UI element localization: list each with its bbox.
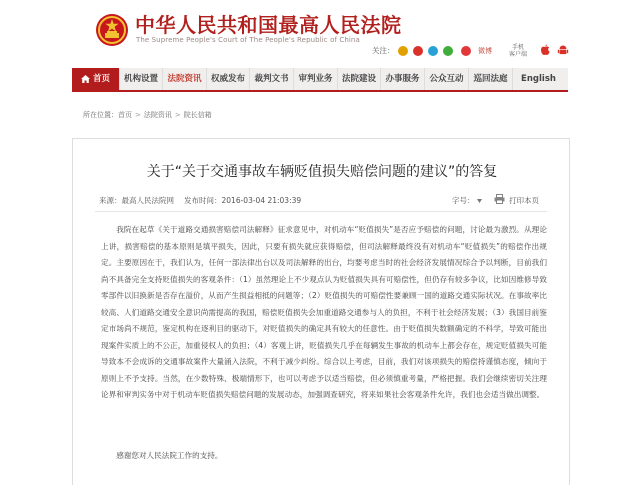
nav-circuit-courts[interactable]: 巡回法庭 <box>469 68 513 90</box>
breadcrumb-president-mailbox[interactable]: 院长信箱 <box>183 111 212 119</box>
nav-authoritative-release[interactable]: 权威发布 <box>207 68 250 90</box>
breadcrumb <box>83 110 212 120</box>
printer-icon[interactable] <box>494 194 505 204</box>
print-page-link[interactable]: 打印本页 <box>509 196 539 205</box>
breadcrumb-court-news[interactable]: 法院资讯 <box>143 111 172 119</box>
national-emblem-icon[interactable] <box>95 13 129 47</box>
font-size-label: 字号： <box>452 196 475 205</box>
mobile-label-line1: 手机 <box>511 44 524 51</box>
article-closing: 感谢您对人民法院工作的支持。 <box>116 451 223 460</box>
nav-court-building[interactable]: 法院建设 <box>338 68 381 90</box>
meta-divider <box>95 211 547 212</box>
nav-public-interaction[interactable]: 公众互动 <box>425 68 469 90</box>
android-icon[interactable] <box>557 44 569 56</box>
wechat-icon[interactable] <box>443 46 453 56</box>
breadcrumb-prefix: 所在位置： <box>83 111 118 119</box>
site-title[interactable]: 中华人民共和国最高人民法院 <box>135 13 402 37</box>
article-title: 关于“关于交通事故车辆贬值损失赔偿问题的建议”的答复 <box>146 164 498 180</box>
article-meta <box>99 195 311 206</box>
rss-icon[interactable] <box>398 46 408 56</box>
nav-english[interactable]: English <box>521 74 556 84</box>
chevron-down-icon <box>477 199 482 203</box>
nav-organization[interactable]: 机构设置 <box>120 68 163 90</box>
site-header <box>0 0 640 68</box>
article-published: 发布时间：2016-03-04 21:03:39 <box>184 196 302 205</box>
mobile-client-link[interactable] <box>507 44 529 58</box>
nav-court-news[interactable]: 法院资讯 <box>163 68 207 90</box>
site-subtitle: The Supreme People's Court of The People's Republic of China <box>136 36 360 44</box>
nav-judgments[interactable]: 裁判文书 <box>250 68 294 90</box>
main-nav <box>72 68 568 92</box>
font-size-control[interactable] <box>452 195 482 206</box>
article-card <box>72 138 570 485</box>
mobile-label-line2: 客户端 <box>508 51 527 58</box>
breadcrumb-separator: > <box>135 111 141 119</box>
nav-services[interactable]: 办事服务 <box>381 68 425 90</box>
sina-weibo-icon[interactable] <box>461 46 471 56</box>
article-body: 我院在起草《关于道路交通损害赔偿司法解释》征求意见中，对机动车“贬值损失”是否应予赔偿的问题，讨论最为激烈。从理论上讲，损害赔偿的基本原则是填平损失，因此，只要有损失就应获得赔偿，但司法解释最终没有对机动车“贬值损失”的赔偿作出规定。主要原因在于，我们认为，任何一部法律出台以及司法解释的出台，均要考虑当时的社会经济发展情况综合予以判断，目前我们尚不具备完全支持贬值损失的客观条件：（1）虽然理论上不少观点认为贬值损失具有可赔偿性，但仍存有较多争议，比如因维修导致零部件以旧换新是否存在溢价，从而产生损益相抵的问题等；（2）贬值损失的可赔偿性要兼顾一国的道路交通实际状况。在事故率比较高、人们道路交通安全意识尚需提高的我国，赔偿贬值损失会加重道路交通参与人的负担，不利于社会经济发展；（3）我国目前鉴定市场尚不规范，鉴定机构在逐利目的驱动下，对贬值损失的确定具有较大的任意性。由于贬值损失数额确定的不科学，导致可能出现案件实质上的不公正，加重侵权人的负担；（4）客观上讲，贬值损失几乎在每辆发生事故的机动车上都会存在，规定贬值损失可能导致本不会成诉的交通事故案件大量涌入法院，不利于减少纠纷。综合以上考虑，目前，我们对该项损失的赔偿持谨慎态度，倾向于原则上不予支持。当然，在少数特殊、极端情形下，也可以考虑予以适当赔偿，但必须慎重考量，严格把握。我们会继续密切关注理论界和审判实务中对于机动车贬值损失赔偿问题的发展动态，加强调查研究，将来如果社会客观条件允许，我们也会适当做出调整。 <box>101 225 547 399</box>
breadcrumb-separator: > <box>174 111 181 119</box>
breadcrumb-home[interactable]: 首页 <box>118 111 132 119</box>
weibo-icon[interactable] <box>413 46 423 56</box>
nav-trial-business[interactable]: 审判业务 <box>294 68 338 90</box>
article-source: 来源：最高人民法院网 <box>99 196 174 205</box>
tencent-weibo-icon[interactable] <box>428 46 438 56</box>
apple-icon[interactable] <box>540 44 550 56</box>
home-icon <box>81 75 90 83</box>
nav-home-label: 首页 <box>92 74 110 84</box>
weibo-label[interactable]: 微博 <box>478 47 492 55</box>
nav-home[interactable] <box>72 68 120 90</box>
follow-label: 关注： <box>372 46 395 55</box>
